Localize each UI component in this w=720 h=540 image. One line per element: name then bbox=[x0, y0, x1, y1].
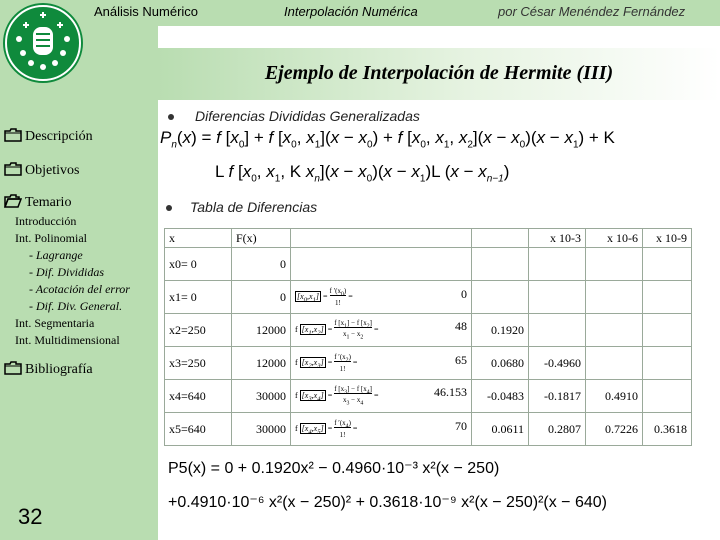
differences-table bbox=[164, 228, 692, 446]
divided-difference-formula: f $[x_2,x_3] = f$ $'(x_2)$ 1! = bbox=[295, 353, 358, 373]
nav-label: Bibliografía bbox=[25, 362, 93, 377]
sub-item-int-polinomial[interactable]: Int. Polinomial bbox=[15, 231, 87, 245]
cell-d5 bbox=[643, 281, 692, 314]
cell-d4 bbox=[586, 281, 643, 314]
cell-d1 bbox=[291, 248, 472, 281]
col-header-order4-scale: x 10-6 bbox=[586, 229, 643, 248]
cell-d2 bbox=[472, 281, 529, 314]
table-row bbox=[165, 314, 692, 347]
table-header-row bbox=[165, 229, 692, 248]
nav-item-temario[interactable] bbox=[4, 194, 71, 213]
cell-d1 bbox=[291, 380, 472, 413]
slide-title: Ejemplo de Interpolación de Hermite (III) bbox=[264, 62, 614, 84]
table-row bbox=[165, 380, 692, 413]
cell-x: x5=640 bbox=[165, 413, 232, 446]
cell-d5 bbox=[643, 380, 692, 413]
cell-d2: 0.0680 bbox=[472, 347, 529, 380]
table-row bbox=[165, 281, 692, 314]
cell-d2: 0.1920 bbox=[472, 314, 529, 347]
topic-name: Interpolación Numérica bbox=[284, 4, 418, 19]
cell-fx: 30000 bbox=[232, 413, 291, 446]
bullet-differences-table: Tabla de Diferencias bbox=[190, 199, 318, 215]
cell-d2: -0.0483 bbox=[472, 380, 529, 413]
nav-item-bibliografia[interactable] bbox=[4, 361, 93, 380]
nav-label: Temario bbox=[25, 195, 72, 210]
cell-d3 bbox=[529, 248, 586, 281]
cell-x: x4=640 bbox=[165, 380, 232, 413]
divided-difference-formula: f $[x_1,x_2] = f$ $[x_1] - f$ $[x_2]$ $x_1 - x_2$ = bbox=[295, 318, 379, 341]
cell-d4 bbox=[586, 347, 643, 380]
cell-x: x2=250 bbox=[165, 314, 232, 347]
sub-item-acotacion-error[interactable]: - Acotación del error bbox=[29, 282, 130, 296]
col-header-fx: F(x) bbox=[232, 229, 291, 248]
cell-d3: 0.2807 bbox=[529, 413, 586, 446]
cell-x: x3=250 bbox=[165, 347, 232, 380]
author-name: por César Menéndez Fernández bbox=[498, 4, 686, 19]
divided-difference-formula: f $[x_4,x_5] = f$ $'(x_4)$ 1! = bbox=[295, 419, 358, 439]
sub-item-int-multidimensional[interactable]: Int. Multidimensional bbox=[15, 333, 120, 347]
sub-item-dif-divididas[interactable]: - Dif. Divididas bbox=[29, 265, 104, 279]
sub-item-dif-div-general[interactable]: - Dif. Div. General. bbox=[29, 299, 123, 313]
cell-fx: 0 bbox=[232, 281, 291, 314]
bullet-dot bbox=[168, 114, 174, 120]
cell-d5 bbox=[643, 248, 692, 281]
cell-d1-value: 70 bbox=[455, 419, 467, 434]
temario-subitems bbox=[15, 213, 130, 349]
cell-fx: 0 bbox=[232, 248, 291, 281]
cell-d5 bbox=[643, 347, 692, 380]
page-number: 32 bbox=[18, 504, 43, 529]
cell-x: x0= 0 bbox=[165, 248, 232, 281]
cell-fx: 30000 bbox=[232, 380, 291, 413]
cell-d1 bbox=[291, 281, 472, 314]
cell-fx: 12000 bbox=[232, 314, 291, 347]
cell-d1 bbox=[291, 314, 472, 347]
col-header-order5-scale: x 10-9 bbox=[643, 229, 692, 248]
newton-formula-line2: L f [$x_0$, $x_1$, K $x_n](x - x_0)(x - x_1)L$ $(x - x_{n-1})$ bbox=[215, 162, 510, 185]
cell-d1 bbox=[291, 413, 472, 446]
cell-d2: 0.0611 bbox=[472, 413, 529, 446]
university-logo bbox=[3, 3, 83, 83]
course-name: Análisis Numérico bbox=[94, 4, 199, 19]
divided-difference-formula: $[x_0,x_1] = f$ $'(x_0)$ 1! = bbox=[297, 287, 353, 307]
cell-d1-value: 65 bbox=[455, 353, 467, 368]
col-header-order3-scale: x 10-3 bbox=[529, 229, 586, 248]
cell-d3 bbox=[529, 314, 586, 347]
cell-d4: 0.4910 bbox=[586, 380, 643, 413]
folder-icon bbox=[4, 162, 22, 181]
cell-d1-value: 46.153 bbox=[434, 384, 467, 399]
cell-fx: 12000 bbox=[232, 347, 291, 380]
table-row bbox=[165, 347, 692, 380]
cell-d1-value: 48 bbox=[455, 318, 467, 333]
nav-label: Descripción bbox=[25, 129, 93, 144]
cell-d5 bbox=[643, 314, 692, 347]
cell-d4: 0.7226 bbox=[586, 413, 643, 446]
cell-d5: 0.3618 bbox=[643, 413, 692, 446]
divided-difference-formula: f $[x_3,x_4] = f$ $[x_3] - f$ $[x_4]$ $x_3 - x_4$ = bbox=[295, 384, 379, 407]
sub-item-introduccion[interactable]: Introducción bbox=[15, 214, 77, 228]
nav-item-objetivos[interactable] bbox=[4, 162, 79, 181]
nav-label: Objetivos bbox=[25, 163, 80, 178]
cell-d1-value: 0 bbox=[461, 287, 467, 302]
cell-d4 bbox=[586, 248, 643, 281]
sub-item-int-segmentaria[interactable]: Int. Segmentaria bbox=[15, 316, 95, 330]
folder-icon bbox=[4, 128, 22, 147]
cell-d3: -0.1817 bbox=[529, 380, 586, 413]
open-folder-icon bbox=[4, 194, 22, 213]
cell-d1 bbox=[291, 347, 472, 380]
col-header-x: x bbox=[165, 229, 232, 248]
hermite-polynomial-line1: P5(x) = 0 + 0.1920x² − 0.4960·10⁻³ x²(x − 250) bbox=[168, 460, 500, 477]
sub-item-lagrange[interactable]: - Lagrange bbox=[29, 248, 83, 262]
cell-d2 bbox=[472, 248, 529, 281]
col-header-order2 bbox=[472, 229, 529, 248]
newton-formula-line1: $P_n(x) = f$ $[x_0] + f$ [$x_0$, $x_1](x - x_0) + f$ [$x_0$, $x_1$, $x_2](x - x_0)(x - x_1) + K$ bbox=[160, 128, 615, 151]
bullet-generalized-divided-differences: Diferencias Divididas Generalizadas bbox=[195, 108, 420, 124]
table-row bbox=[165, 248, 692, 281]
col-header-order1 bbox=[291, 229, 472, 248]
cell-d3: -0.4960 bbox=[529, 347, 586, 380]
cell-d3 bbox=[529, 281, 586, 314]
hermite-polynomial-line2: +0.4910·10⁻⁶ x²(x − 250)² + 0.3618·10⁻⁹ x²(x − 250)²(x − 640) bbox=[168, 494, 607, 511]
nav-item-descripcion[interactable] bbox=[4, 128, 93, 147]
folder-icon bbox=[4, 361, 22, 380]
cell-d4 bbox=[586, 314, 643, 347]
bullet-dot bbox=[166, 205, 172, 211]
table-row bbox=[165, 413, 692, 446]
cell-x: x1= 0 bbox=[165, 281, 232, 314]
